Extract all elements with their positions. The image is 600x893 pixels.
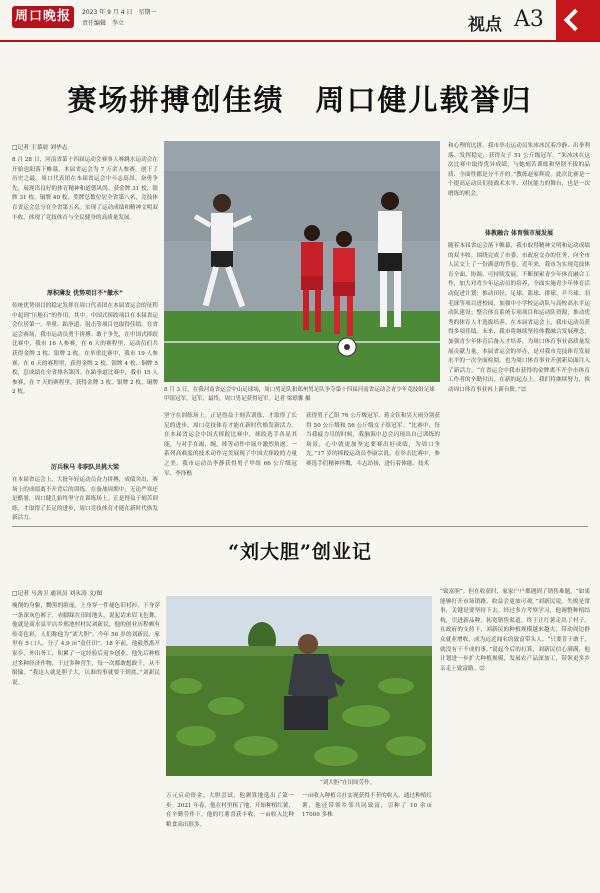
farmer-scene-illustration: [166, 596, 432, 776]
article-2-col4: “致富胆”。但在收获时，家家户户都遇到了销售难题。“如果能够打开市场销路，收益会更加可观。”刘新民说。失败是常事，关键是要坚持下去。经过多方考察学习，他调整种植结构，引进新品种，拓宽销售渠道，终于让红薯走出了村子。在政府的支持下，刘新民的种植规模越来越大，带动周边群众就业增收，成为远近闻名的致富带头人。“只要肯干敢干，就没有干不成的事。”说起今后的打算，刘新民信心满满，他计划进一步扩大种植规模，发展农产品深加工，带领更多乡亲走上致富路。㉒: [440, 589, 590, 672]
article-1-col1-intro: 8 月 28 日，河南省第十四届运动会赛事人赛跳水运动会在开始也阳落下帷幕。本届省运会为 7 万余人参赛，创下了历史之最。周口代表团在本届省运会中斗志高昂、奋勇争先，展现出良好的体育精神和道德风尚。获金牌 31 枚、银牌 31 枚、铜牌 40 枚，奖牌总数位居全省第八名，竞技体育省运会总分在全省第五名。实现了运动成绩和精神文明双丰收，体现了竞技体育与全民健身的高质量发展。: [12, 157, 158, 221]
farmer-photo-caption: “刘大胆”在田间劳作。: [320, 780, 376, 786]
article-1-headline: 赛场拼搏创佳绩 周口健儿载誉归: [67, 83, 533, 117]
article-2-col2: 万元启动资金。大胆尝试，他测算地选出了第一步。2021 年春，他在村里租了地，开始种植红薯，在辛勤劳作下，他的红薯喜获丰收，一亩收入比种粮食高出很多。: [166, 793, 294, 828]
header-rule: [0, 40, 600, 42]
article-2-col1: 瘦削的身躯，黝黑的脸庞，上身穿一件褪色旧衬衫，下身穿一条深灰色裤子，赤脚踩在田间地头，说起话来眉飞色舞。他就是商水县平店乡邢池村村民刘新民，他的创业历程颇有传奇色彩，人们称他为“刘大胆”。今年 56 岁的刘新民，家里有 5 口人，分了 4.9 亩“责任田”。18 年前，他毅然离开家乡，外出务工，积累了一定经验后返乡创业。他先后种植过多种经济作物，干过多种营生，每一次都敢想敢干，从不服输。“我这人就是胆子大，认准的事就要干到底。”刘新民说。: [12, 603, 160, 686]
article-1-byline: □记者 王慕晨 刘毕志: [12, 145, 68, 151]
article-1-subhead-3: 体教融合 体育强市展发展: [484, 230, 554, 237]
article-1-col3-bottom: 获得男子乙组 76 公斤级冠军、蒋文钰和吴天雨分别获得 50 公斤级和 56 公斤级女子组冠军。“比赛中，每当我疲力尽的时候，我脑海中总会闪现出自己训练的场景，心中就更加坚定要赛出好成绩，为周口争光。”17 岁的摔跤运动员李康宗说。在举击比赛中，参赛选手们精神抖擞，斗志昂扬，进行着体能、技术: [306, 413, 440, 467]
soccer-match-photo: [164, 141, 440, 382]
soccer-scene-illustration: [164, 141, 440, 382]
masthead-logo: 周口晚报: [12, 6, 74, 28]
article-1-subhead-1: 厚积薄发 优势项目不“撤水”: [47, 290, 123, 297]
soccer-photo-caption: 8 月 3 日，在我河南省运会中山足球场，周口男足队和郑州男足队争夺第十四届河南省运动会青少年竞技组足球甲组冠军。冠军，最终，周口男足获得冠军。记者 梁璟馨 摄: [164, 387, 435, 402]
responsible-editor: 责任编辑 李立: [82, 20, 125, 27]
issue-date: 2023 年 9 月 4 日 星期一: [82, 9, 157, 16]
article-1-col1-tail: 在本届省运会上，大批年轻运动员奋力拼搏，成绩突出，赛场上的成绩离不开背后的训练。在备战周期中，无论严寒还是酷暑，周口健儿始终坚守在训练场上。正是得益于刻苦训练，才取得了长足的进步，周口竞技体育才能在新时代焕发新活力。: [12, 477, 158, 522]
article-1-col4-body: 随着本届省运会落下帷幕，我市取得精神文明和运动成绩的双丰收。围绕完成了市委、市政府交办的任务，向全市人民交上了一份满意的答卷。近年来，我市为实现竞技体育全面、协调、可持续发展，不断探索青少年体育融合工作，加大对青少年运动员的培养，全面实施青少年体育活动促进计划；推动田径、足球、篮球、排球、乒乓球、羽毛球等项目进校园，加强中小学校运动队与高校高水平运动队建设；整合体育系统专项项目和运动队资源，推动优秀的体育人才选拔培养。在本届省运会上，我市运动员获得多项佳绩。未来，我市将继续坚持体教融合发展理念，加强青少年体育后备人才培养，为周口体育事业高质量发展贡献力量。本届省运会的举办，是对我市竞技体育发展水平的一次全面检阅，也为周口体育事业开创新局面注入了新活力。“在省运会中我市获得的金牌离不开全市体育工作者的辛勤付出，在新的起点上，我们将继续努力，推动周口体育事业再上新台阶。”㉒: [448, 243, 590, 393]
page-number: A3: [514, 7, 544, 32]
article-1-col2-bottom: 坚守在训练场上。正是得益于刻苦训练，才取得了长足的进步，周口竞技体育才能在新时代焕发新活力。在本届省运会中国式摔跤比赛中，摔跤选手各显其能，与对手在竭、缠，摔等动作中展开激烈角逐。一系列高难度的技术动作完美展现了中国式摔跤的力量之美。我市运动员李静获得男子甲组 66 公斤级冠军、李泽楷: [164, 413, 297, 477]
section-title: 视点: [468, 15, 502, 35]
article-2-col3: 一亩收入种植合社实现获得不菲的收入。通过种植红薯，他还带领乡邻共同致富，引种了 10 余亩 17000 多株: [302, 793, 432, 819]
article-1-col1-body: 传统优势项目的稳定发挥在周口代表团在本届省运会的征程中起到“压舱石”的作用。其中，中国式摔跤项目在本届省运会位居第一。举重、跆拳道、射击等项目也取得佳绩。在省运会赛场，我市运动员勇于拼搏、敢于争先，在中国式摔跤比赛中，我市 16 人参赛，在 6 天的赛程里，运动员们共获得金牌 3 枚、银牌 2 枚。在举重比赛中，我市 19 人参赛，在 6 天的赛程里，获得金牌 2 枚、银牌 4 枚、铜牌 5 枚，总成绩在全省排名第四。在跆拳道比赛中，我市 15 人参赛，在 7 天的赛程里，获得金牌 3 枚、银牌 2 枚、铜牌 2 枚。: [12, 303, 158, 396]
article-1-subhead-2: 厉兵秣马 非职队员挑大梁: [50, 464, 120, 471]
section-divider: [12, 526, 588, 527]
article-1-col4-top: 和心理的比拼。我市举击运动员朱冰冰沉着冷静、出拳利落、发挥稳定，获得女子 51 公斤级冠军。“朱冰冰在这次比赛中取得优异成绩，与她刻苦训练和坚韧不拔的品质、全面性都是分不开的。”教练赵家辉说。此次比赛是一个提高运动员们技战术水平、对抗能力的舞台，也是一次磨练的机会。: [448, 143, 590, 197]
article-2-headline: “刘大胆”创业记: [228, 541, 372, 563]
farmer-field-photo: [166, 596, 432, 776]
article-2-byline: □记者 马劲卫 通讯员 刘永涛 文/图: [12, 591, 103, 597]
